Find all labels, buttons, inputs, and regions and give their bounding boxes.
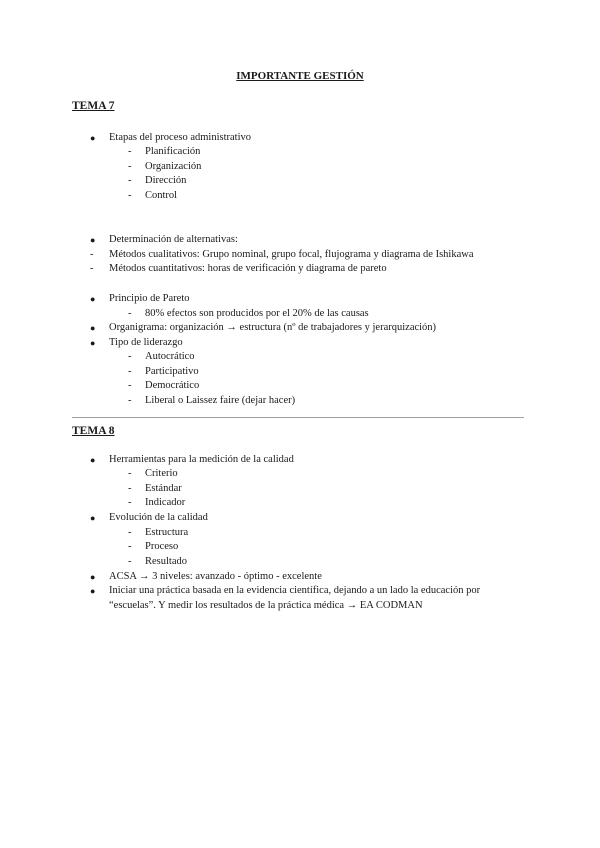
dash-icon: - [128, 190, 132, 201]
bullet-icon: ● [90, 586, 96, 596]
pareto-detail: 80% efectos son producidos por el 20% de las causas [145, 308, 369, 319]
dash-icon: - [128, 175, 132, 186]
dash-icon: - [128, 468, 132, 479]
bullet-icon: ● [90, 338, 96, 348]
dash-icon: - [128, 146, 132, 157]
organigrama-text: Organigrama: organización → estructura (nº de trabajadores y jerarquización) [109, 322, 437, 333]
liderazgo-item: Autocrático [145, 351, 195, 362]
dash-icon: - [128, 541, 132, 552]
evolucion-item: Proceso [145, 541, 179, 552]
herramientas-item: Indicador [145, 497, 186, 508]
liderazgo-label: Tipo de liderazgo [109, 337, 183, 348]
practica-line: “escuelas”. Y medir los resultados de la práctica médica → EA CODMAN [109, 600, 423, 611]
dash-icon: - [128, 497, 132, 508]
dash-icon: - [128, 380, 132, 391]
etapa-item: Organización [145, 161, 202, 172]
bullet-icon: ● [90, 133, 96, 143]
dash-icon: - [128, 527, 132, 538]
tema7-heading: TEMA 7 [72, 100, 115, 112]
determinacion-text: Determinación de alternativas: [109, 234, 238, 245]
etapa-item: Dirección [145, 175, 187, 186]
etapa-item: Planificación [145, 146, 201, 157]
dash-icon: - [128, 351, 132, 362]
dash-icon: - [128, 366, 132, 377]
tema8-heading: TEMA 8 [72, 425, 115, 437]
bullet-icon: ● [90, 294, 96, 304]
metodos-line: Métodos cuantitativos: horas de verificación y diagrama de pareto [109, 263, 387, 274]
acsa-text: ACSA → 3 niveles: avanzado - óptimo - excelente [109, 571, 322, 582]
bullet-icon: ● [90, 323, 96, 333]
evolucion-label: Evolución de la calidad [109, 512, 208, 523]
liderazgo-item: Democrático [145, 380, 200, 391]
dash-icon: - [128, 308, 132, 319]
bullet-icon: ● [90, 513, 96, 523]
pareto-label: Principio de Pareto [109, 293, 190, 304]
liderazgo-item: Liberal o Laissez faire (dejar hacer) [145, 395, 296, 406]
dash-icon: - [128, 161, 132, 172]
herramientas-item: Criterio [145, 468, 178, 479]
document-title: IMPORTANTE GESTIÓN [236, 70, 364, 82]
metodos-line: Métodos cualitativos: Grupo nominal, grupo focal, flujograma y diagrama de Ishikawa [109, 249, 474, 260]
herramientas-label: Herramientas para la medición de la calidad [109, 454, 294, 465]
dash-icon: - [90, 263, 94, 274]
dash-icon: - [128, 395, 132, 406]
bullet-icon: ● [90, 455, 96, 465]
herramientas-item: Estándar [145, 483, 182, 494]
section-divider [72, 417, 524, 418]
bullet-icon: ● [90, 572, 96, 582]
bullet-icon: ● [90, 235, 96, 245]
dash-icon: - [128, 483, 132, 494]
etapa-item: Control [145, 190, 178, 201]
liderazgo-item: Participativo [145, 366, 199, 377]
dash-icon: - [128, 556, 132, 567]
etapas-label: Etapas del proceso administrativo [109, 132, 252, 143]
practica-line: Iniciar una práctica basada en la evidencia científica, dejando a un lado la educación por [109, 585, 481, 596]
evolucion-item: Resultado [145, 556, 187, 567]
dash-icon: - [90, 249, 94, 260]
evolucion-item: Estructura [145, 527, 189, 538]
